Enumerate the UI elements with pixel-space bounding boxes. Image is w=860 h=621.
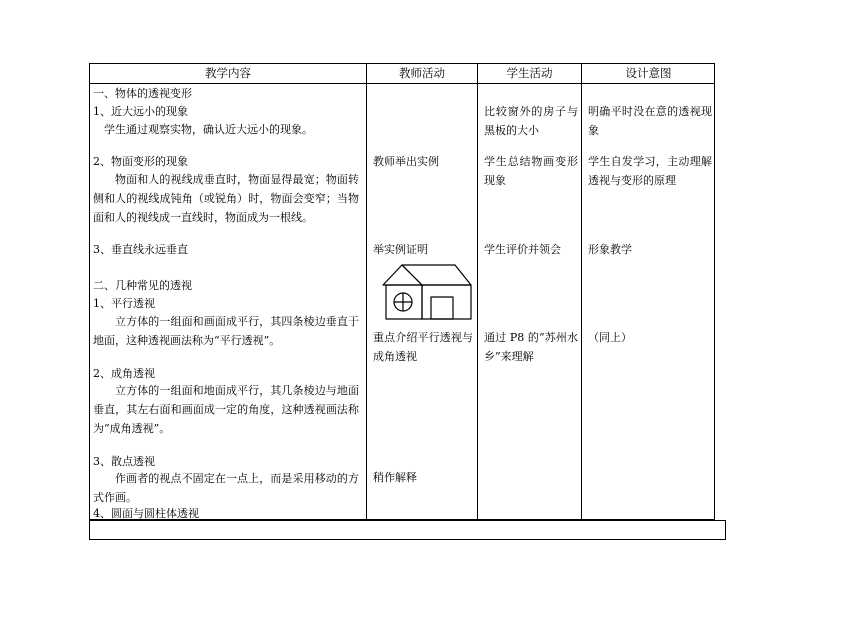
design-intent: 形象教学 xyxy=(588,243,632,256)
teacher-activity: 重点介绍平行透视与成角透视 xyxy=(373,331,473,363)
section-2-2-body: 立方体的一组面和地面成平行，其几条棱边与地面垂直，其左右面和画面成一定的角度，这种透视画法称为“成角透视”。 xyxy=(93,384,359,435)
header-intent: 设计意图 xyxy=(625,66,672,80)
section-1-1-body: 学生通过观察实物，确认近大远小的现象。 xyxy=(104,123,313,136)
student-activity: 比较窗外的房子与黑板的大小 xyxy=(484,105,578,137)
teacher-activity: 稍作解释 xyxy=(373,471,417,484)
section-1-2-title: 2、物面变形的现象 xyxy=(93,155,188,168)
design-intent: 明确平时没在意的透视现象 xyxy=(588,105,712,137)
column-divider xyxy=(581,64,582,519)
section-2-1-body: 立方体的一组面和画面成平行，其四条棱边垂直于地面，这种透视画法称为“平行透视”。 xyxy=(93,315,359,347)
header-content: 教学内容 xyxy=(205,66,251,80)
design-intent: 学生自发学习，主动理解透视与变形的原理 xyxy=(588,155,712,187)
teacher-activity: 举实例证明 xyxy=(373,243,428,256)
header-student: 学生活动 xyxy=(506,66,553,80)
section-1-2-body: 物面和人的视线成垂直时，物面显得最宽；物面转侧和人的视线成钝角（或锐角）时，物面会变窄；当物面和人的视线成一直线时，物面成为一根线。 xyxy=(93,173,359,224)
header-teacher: 教师活动 xyxy=(399,66,445,80)
section-2-3-title: 3、散点透视 xyxy=(93,455,155,468)
design-intent: （同上） xyxy=(588,331,632,344)
column-divider xyxy=(366,64,367,519)
empty-table-row xyxy=(89,520,726,540)
house-door xyxy=(431,297,453,319)
section-2-2-title: 2、成角透视 xyxy=(93,367,155,380)
section-1-title: 一、物体的透视变形 xyxy=(93,87,192,100)
section-2-1-title: 1、平行透视 xyxy=(93,297,155,310)
student-activity: 通过 P8 的“苏州水乡”来理解 xyxy=(484,331,578,363)
section-1-3-title: 3、垂直线永远垂直 xyxy=(93,243,188,256)
house-roof xyxy=(402,265,471,285)
student-activity: 学生评价并领会 xyxy=(484,243,561,256)
student-activity: 学生总结物画变形现象 xyxy=(484,155,578,187)
column-divider xyxy=(477,64,478,519)
section-2-3-body: 作画者的视点不固定在一点上，而是采用移动的方式作画。 xyxy=(93,472,359,504)
section-1-1-title: 1、近大远小的现象 xyxy=(93,105,188,118)
section-2-4-title: 4、圆面与圆柱体透视 xyxy=(93,507,199,520)
house-side-wall xyxy=(422,285,471,319)
house-gable xyxy=(383,265,422,285)
section-2-title: 二、几种常见的透视 xyxy=(93,279,192,292)
teacher-activity: 教师举出实例 xyxy=(373,155,439,168)
house-illustration xyxy=(382,261,474,321)
